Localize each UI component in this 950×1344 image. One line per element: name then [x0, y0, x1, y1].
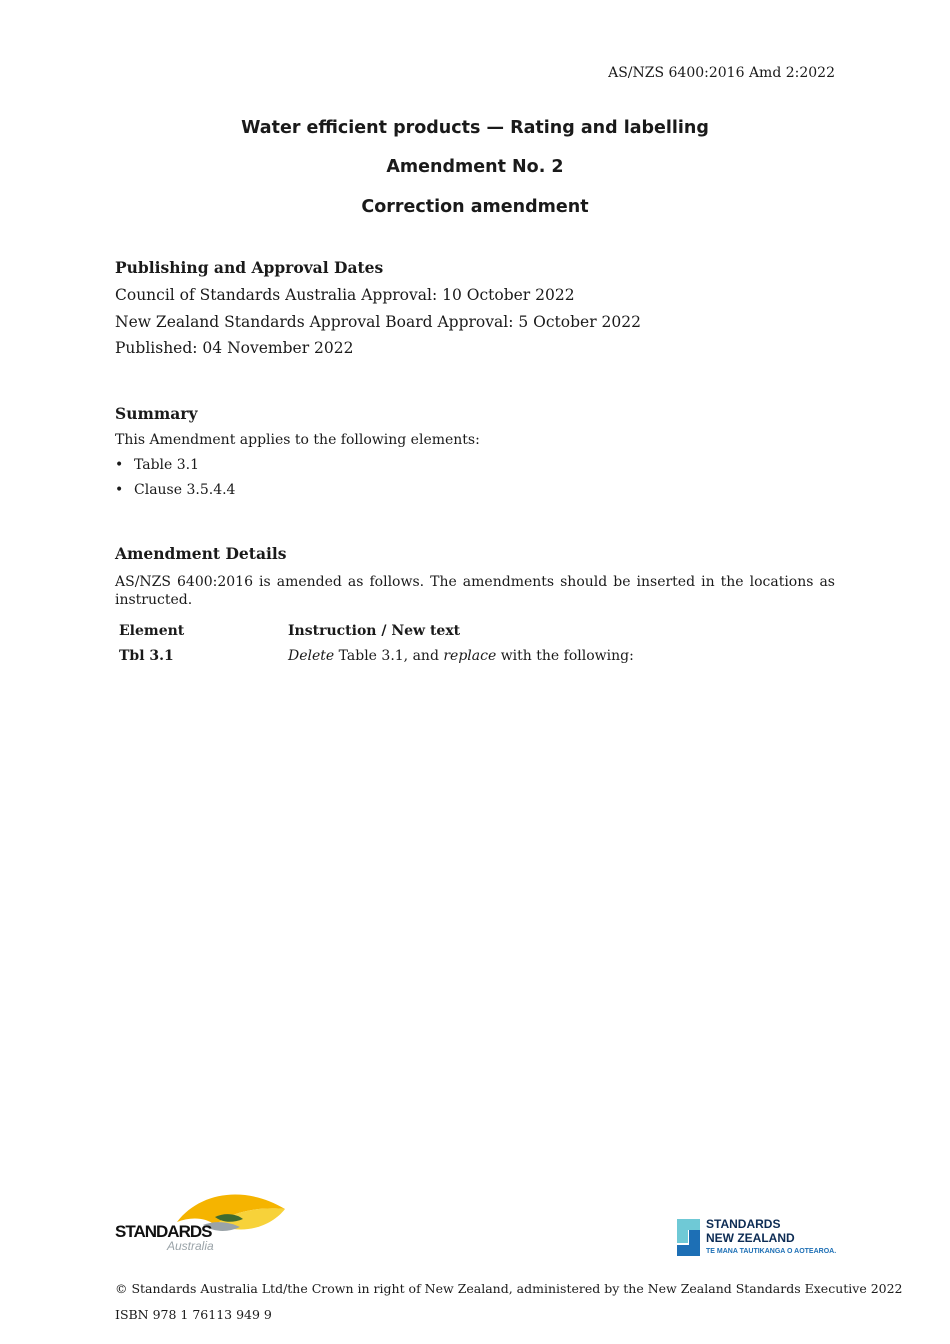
- copyright-notice: © Standards Australia Ltd/the Crown in right of New Zealand, administered by the New Zealand Standards Executive 2022: [115, 1281, 903, 1296]
- column-header-element: Element: [119, 623, 185, 639]
- summary-heading: Summary: [115, 404, 198, 423]
- summary-list: [115, 457, 835, 498]
- svg-text:NEW ZEALAND: NEW ZEALAND: [706, 1231, 795, 1245]
- document-reference: AS/NZS 6400:2016 Amd 2:2022: [608, 65, 835, 81]
- row-instruction: Delete Table 3.1, and replace with the following:: [288, 648, 634, 664]
- isbn: ISBN 978 1 76113 949 9: [115, 1307, 272, 1322]
- svg-text:STANDARDS: STANDARDS: [706, 1217, 781, 1231]
- row-element: Tbl 3.1: [119, 648, 174, 664]
- table-row: [119, 648, 835, 664]
- amendment-type: Correction amendment: [361, 197, 589, 217]
- published-date: Published: 04 November 2022: [115, 339, 354, 357]
- bullet-icon: •: [115, 457, 124, 473]
- amendment-number: Amendment No. 2: [386, 157, 564, 177]
- summary-intro: This Amendment applies to the following elements:: [115, 432, 480, 448]
- details-text: AS/NZS 6400:2016 is amended as follows. The amendments should be inserted in the locations as instructed.: [115, 574, 835, 608]
- details-section: [115, 544, 835, 609]
- summary-section: [115, 404, 835, 498]
- list-item: • Table 3.1: [115, 457, 200, 473]
- dates-heading: Publishing and Approval Dates: [115, 258, 384, 277]
- list-item: • Clause 3.5.4.4: [115, 482, 236, 498]
- sa-approval-date: Council of Standards Australia Approval: 10 October 2022: [115, 286, 575, 304]
- details-heading: Amendment Details: [115, 544, 287, 563]
- svg-text:TE MANA TAUTIKANGA O AOTEAROA.: TE MANA TAUTIKANGA O AOTEAROA.: [706, 1248, 837, 1255]
- standards-new-zealand-logo: [676, 1216, 846, 1258]
- nz-approval-date: New Zealand Standards Approval Board Approval: 5 October 2022: [115, 313, 641, 331]
- dates-section: [115, 258, 835, 357]
- document-title: Water efficient products — Rating and labelling: [241, 118, 709, 138]
- svg-text:STANDARDS: STANDARDS: [115, 1222, 212, 1241]
- column-header-instruction: Instruction / New text: [288, 623, 461, 639]
- bullet-icon: •: [115, 482, 124, 498]
- table-header-row: [119, 623, 835, 639]
- svg-text:Australia: Australia: [167, 1239, 214, 1253]
- standards-australia-logo: [115, 1187, 290, 1255]
